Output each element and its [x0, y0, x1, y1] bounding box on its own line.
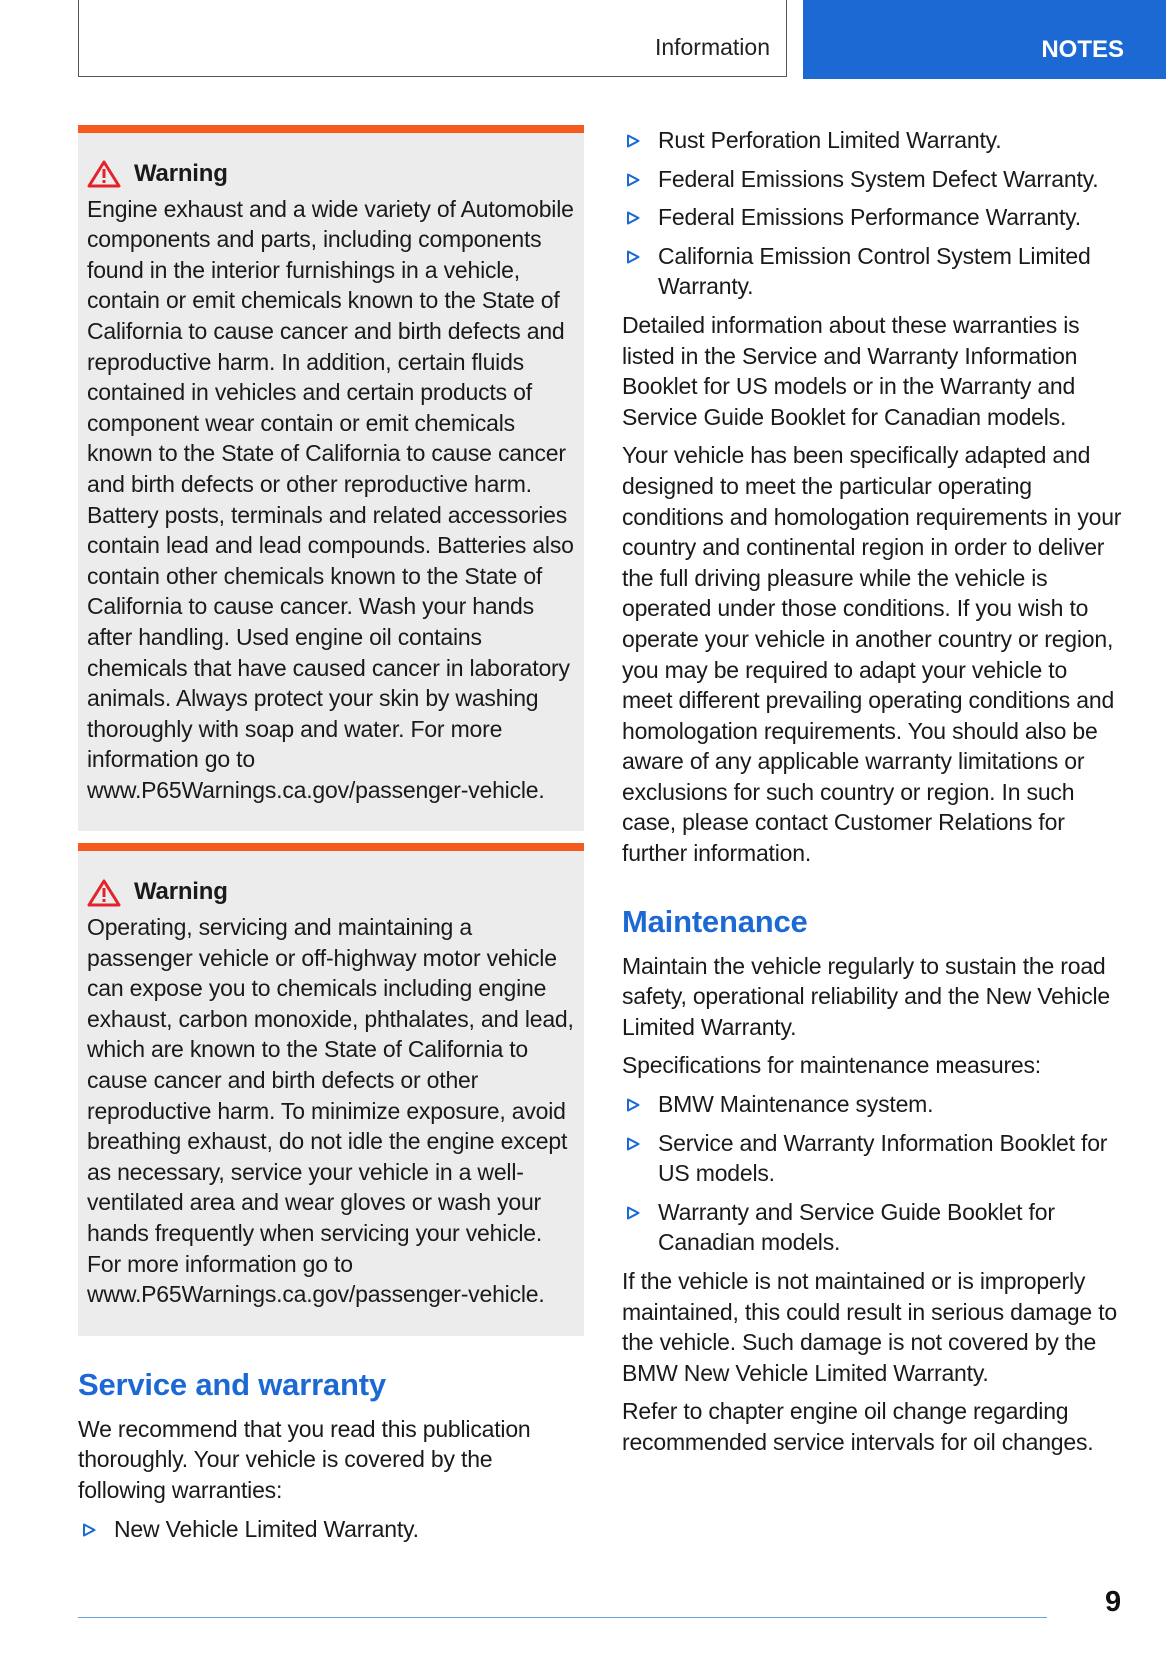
maintenance-spec-label: BMW Maintenance system.	[658, 1091, 934, 1118]
maintenance-specs-label: Specifications for maintenance measures:	[622, 1052, 1041, 1079]
warning-box-servicing	[78, 843, 584, 1335]
bullet-triangle-icon	[626, 173, 640, 187]
maintenance-intro: Maintain the vehicle regularly to sustain the road safety, operational reliability and the New Vehicle Limited Warranty.	[622, 952, 1110, 1040]
bullet-triangle-icon	[626, 1206, 640, 1220]
right-column	[622, 125, 1122, 1466]
warranty-item-label: Federal Emissions Performance Warranty.	[658, 204, 1081, 231]
warning-title: Warning	[134, 160, 228, 187]
warranty-item-label: Federal Emissions System Defect Warranty.	[658, 165, 1099, 192]
service-warranty-heading: Service and warranty	[78, 1366, 386, 1402]
warning-box-emissions	[78, 125, 584, 831]
header-section-title: Information	[654, 34, 770, 60]
warranty-item-label: New Vehicle Limited Warranty.	[114, 1515, 419, 1542]
list-item	[622, 125, 1122, 156]
warning-text: Engine exhaust and a wide variety of Automobile components and parts, including components found in the interior furnishings in a vehicle, contain or emit chemicals known to the State of California to cause cancer and birth defects and reproductive harm. In addition, certain fluids contained in vehicles and certain products of component wear contain or emit chemicals known to the State of California to cause cancer and birth defects or other reproductive harm. Battery posts, terminals and related accessories contain lead and lead compounds. Batteries also contain other chemicals known to the State of California to cause cancer. Wash your hands after handling. Used engine oil contains chemicals that have caused cancer in laboratory animals. Always protect your skin by washing thoroughly with soap and water. For more information go to www.P65Warnings.ca.gov/passenger-vehicle.	[87, 195, 574, 803]
header-notes-tab[interactable]	[803, 0, 1166, 79]
maintenance-heading: Maintenance	[622, 903, 808, 939]
warranty-list-continued	[622, 125, 1122, 302]
list-item	[622, 202, 1122, 233]
maintenance-damage-paragraph: If the vehicle is not maintained or is improperly maintained, this could result in serious damage to the vehicle. Such damage is not covered by the BMW New Vehicle Limited Warranty.	[622, 1268, 1118, 1386]
footer-divider	[78, 1617, 1047, 1618]
warning-title: Warning	[134, 878, 228, 906]
list-item	[622, 1128, 1122, 1189]
list-item	[622, 1089, 1122, 1120]
list-item	[622, 1197, 1122, 1258]
bullet-triangle-icon	[82, 1523, 96, 1537]
warning-header	[87, 877, 574, 908]
bullet-triangle-icon	[626, 1098, 640, 1112]
bullet-triangle-icon	[626, 250, 640, 264]
vehicle-adapted-paragraph: Your vehicle has been specifically adapted and designed to meet the particular operating conditions and homologation requirements in your country and continental region in order to deliver the full driving pleasure while the vehicle is operated under those conditions. If you wish to operate your vehicle in another country or region, you may be required to adapt your vehicle to meet different prevailing operating conditions and homologation requirements. You should also be aware of any applicable warranty limitations or exclusions for such country or region. In such case, please contact Customer Relations for further information.	[622, 442, 1122, 867]
bullet-triangle-icon	[626, 211, 640, 225]
list-item	[78, 1514, 584, 1545]
maintenance-specs-list	[622, 1089, 1122, 1258]
page-number: 9	[1105, 1586, 1122, 1618]
maintenance-refer-paragraph: Refer to chapter engine oil change regarding recommended service intervals for oil changes.	[622, 1398, 1094, 1455]
warranty-item-label: California Emission Control System Limited Warranty.	[658, 242, 1091, 300]
bullet-triangle-icon	[626, 1137, 640, 1151]
warranty-item-label: Rust Perforation Limited Warranty.	[658, 127, 1002, 153]
warning-header	[87, 159, 574, 190]
service-intro: We recommend that you read this publication thoroughly. Your vehicle is covered by the following warranties:	[78, 1415, 531, 1503]
maintenance-spec-label: Service and Warranty Information Booklet for US models.	[658, 1129, 1108, 1187]
bullet-triangle-icon	[626, 134, 640, 148]
warranty-details-paragraph: Detailed information about these warranties is listed in the Service and Warranty Information Booklet for US models or in the Warranty and Service Guide Booklet for Canadian models.	[622, 311, 1080, 430]
list-item	[622, 241, 1122, 302]
header-notes-tab-label: NOTES	[1041, 36, 1124, 63]
left-column	[78, 125, 584, 1552]
warning-triangle-icon	[87, 160, 121, 188]
warranty-list	[78, 1514, 584, 1545]
warning-triangle-icon	[87, 879, 121, 907]
list-item	[622, 164, 1122, 195]
warning-text: Operating, servicing and maintaining a passenger vehicle or off-highway motor vehicle can expose you to chemicals including engine exhaust, carbon monoxide, phthalates, and lead, which are known to the State of California to cause cancer and birth defects or other reproductive harm. To minimize exposure, avoid breathing exhaust, do not idle the engine except as necessary, service your vehicle in a well-ventilated area and wear gloves or wash your hands frequently when servicing your vehicle. For more information go to www.P65Warnings.ca.gov/passenger-vehicle.	[87, 914, 574, 1308]
maintenance-spec-label: Warranty and Service Guide Booklet for Canadian models.	[658, 1198, 1055, 1256]
header-section-box	[78, 0, 787, 77]
